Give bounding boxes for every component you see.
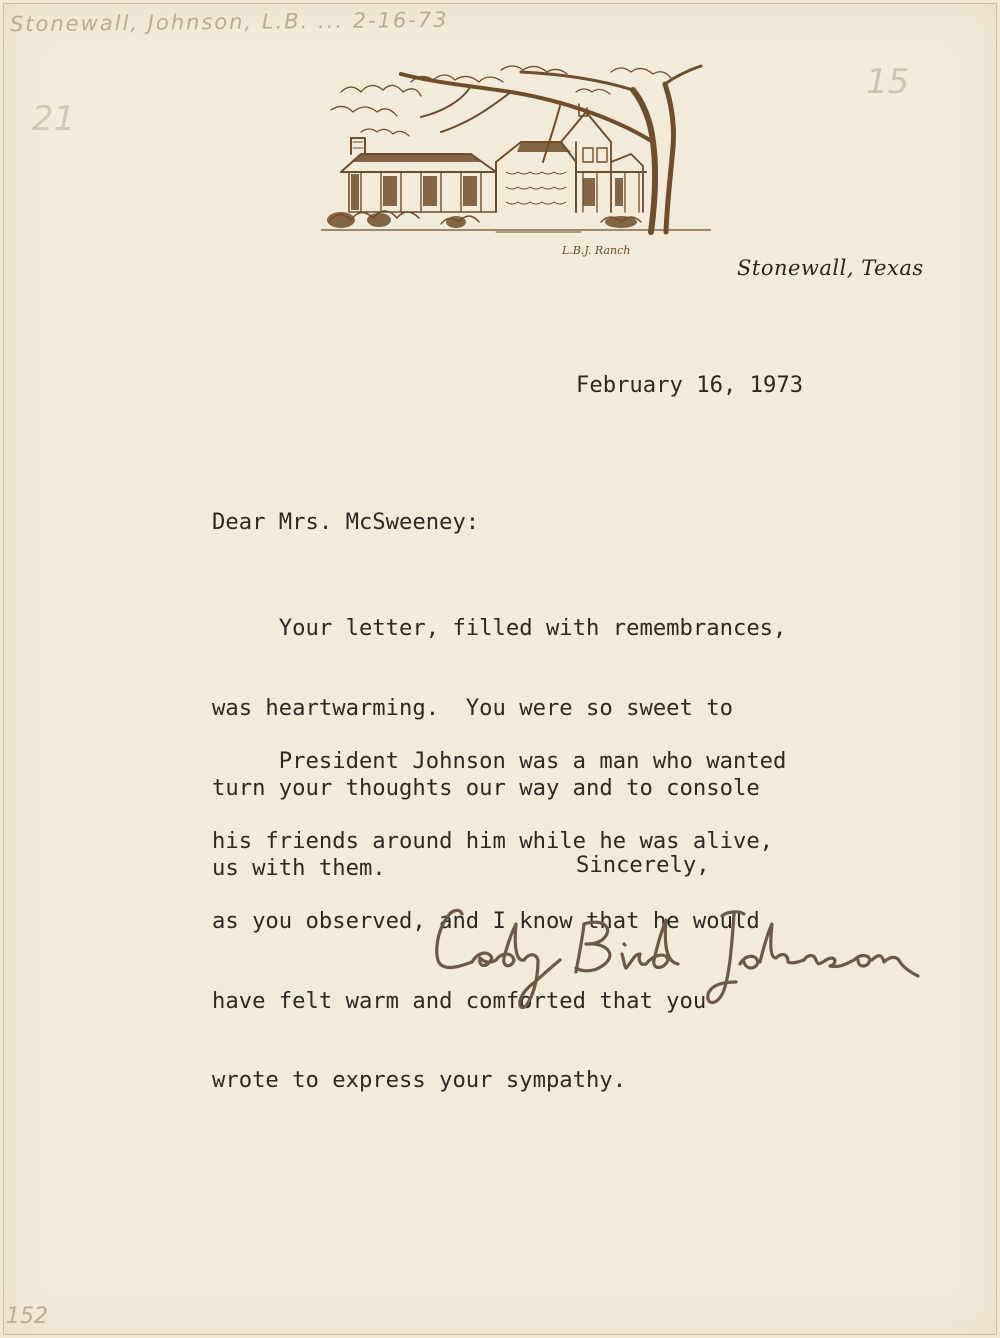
paragraph-line: wrote to express your sympathy.: [212, 1067, 627, 1094]
letter-page: [3, 3, 997, 1335]
paragraph-line: as you observed, and I know that he would: [212, 907, 760, 934]
paragraph-line: President Johnson was a man who wanted: [212, 748, 787, 775]
letter-closing: Sincerely,: [576, 852, 710, 878]
signature: [426, 902, 926, 1022]
letterhead-caption: L.B.J. Ranch: [562, 244, 631, 257]
pencil-mark-bottom: 152: [6, 1304, 48, 1329]
ranch-house-sketch: [321, 62, 711, 237]
paragraph-line: was heartwarming. You were so sweet to: [212, 694, 733, 721]
pencil-mark-left: 21: [32, 99, 76, 139]
paragraph-line: Your letter, filled with remembrances,: [212, 615, 787, 642]
pencil-archive-note: Stonewall, Johnson, L.B. ... 2-16-73: [9, 7, 449, 37]
paragraph-line: have felt warm and comforted that you: [212, 987, 707, 1014]
paragraph-line: us with them.: [212, 854, 386, 881]
letter-salutation: Dear Mrs. McSweeney:: [212, 509, 480, 535]
pencil-mark-right: 15: [866, 62, 910, 102]
paragraph-line: his friends around him while he was alive,: [212, 827, 774, 854]
letter-date: February 16, 1973: [576, 372, 804, 398]
paragraph-line: turn your thoughts our way and to console: [212, 774, 760, 801]
letterhead-place: Stonewall, Texas: [737, 256, 924, 280]
